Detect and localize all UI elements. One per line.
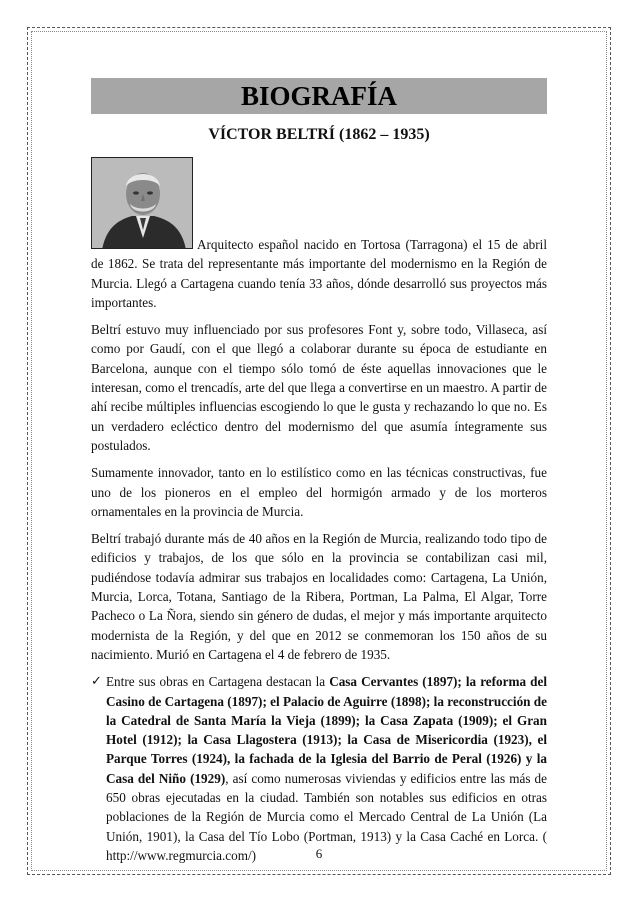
paragraph-intro bbox=[91, 235, 547, 312]
title-banner bbox=[91, 78, 547, 114]
works-bold-text: Casa Cervantes (1897); la reforma del Casino de Cartagena (1897); el Palacio de Aguirre (1898); la reconstrucción de la Catedral de Santa María la Vieja (1899); la Casa Zapata (1909); el Gran Hotel (1912); la Casa Llagostera (1913); la Casa de Misericordia (1923), el Parque Torres (1924), la fachada de la Iglesia del Barrio de Peral (1926) y la Casa del Niño (1929) bbox=[106, 674, 547, 786]
biography-body bbox=[91, 235, 547, 873]
works-tail-text: , así como numerosas viviendas y edificios entre las más de 650 obras ejecutadas en la ciudad. También son notables sus edificios en otras poblaciones de la Región de Murcia como el Mercado Central de La Unión (La Unión, 1901), la Casa del Tío Lobo (Portman, 1913) y la Casa Caché en Lorca. ( http://www.regmurcia.com/) bbox=[106, 770, 547, 863]
works-list-item bbox=[91, 672, 547, 865]
page-title: BIOGRAFÍA bbox=[240, 81, 397, 111]
checkmark-icon: ✓ bbox=[91, 674, 102, 690]
page-subtitle: VÍCTOR BELTRÍ (1862 – 1935) bbox=[208, 126, 430, 143]
paragraph-intro-text: Arquitecto español nacido en Tortosa (Tarragona) el 15 de abril de 1862. Se trata del representante más importante del modernismo en la Región de Murcia. Llegó a Cartagena cuando tenía 33 años, dónde desarrolló sus proyectos más importantes. bbox=[91, 237, 547, 310]
paragraph-career: Beltrí trabajó durante más de 40 años en la Región de Murcia, realizando todo tipo de edificios y trabajos, de los que sólo en la provincia se contabilizan casi mil, pudiéndose todavía admirar sus trabajos en localidades como: Cartagena, La Unión, Murcia, Lorca, Totana, Santiago de la Ribera, Portman, La Palma, El Algar, Torre Pacheco o La Ñora, siendo sin género de dudas, el mejor y más importante arquitecto modernista de la Región, y del que en 2012 se conmemoran los 150 años de su nacimiento. Murió en Cartagena el 4 de febrero de 1935. bbox=[91, 531, 547, 662]
paragraph-innovation: Sumamente innovador, tanto en lo estilístico como en las técnicas constructivas, fue uno de los pioneros en el empleo del hormigón armado y de los morteros ornamentales en la provincia de Murcia. bbox=[91, 465, 547, 519]
paragraph-influences: Beltrí estuvo muy influenciado por sus profesores Font y, sobre todo, Villaseca, así como por Gaudí, con el que llegó a colaborar durante su época de estudiante en Barcelona, aunque con el tiempo sólo tomó de éste aquellas innovaciones que le interesan, como el trencadís, arte del que llega a convertirse en un maestro. A partir de ahí recibe múltiples influencias escogiendo lo que le gusta y rechazando lo que no. Es un verdadero ecléctico dentro del modernismo del que asumía íntegramente sus postulados. bbox=[91, 322, 547, 453]
works-lead-text: Entre sus obras en Cartagena destacan la bbox=[106, 674, 330, 690]
page-number: 6 bbox=[315, 846, 323, 861]
